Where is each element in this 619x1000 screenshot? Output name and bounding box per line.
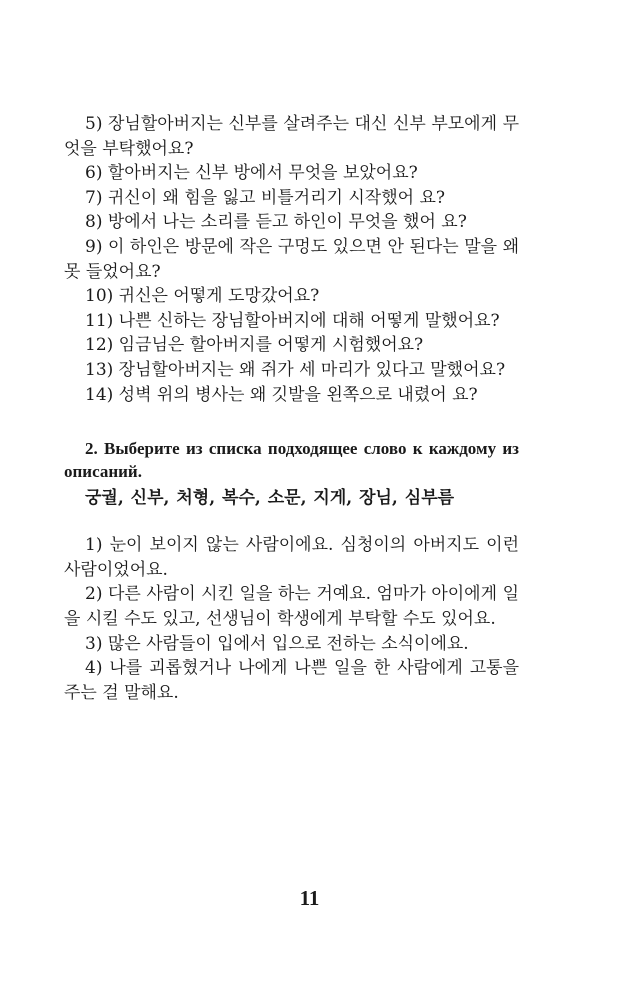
word-list: 궁궐, 신부, 처형, 복수, 소문, 지게, 장님, 심부름	[85, 488, 455, 509]
description-2: 2) 다른 사람이 시킨 일을 하는 거예요. 엄마가 아이에게 일을 시킬 수도 있고, 선생님이 학생에게 부탁할 수도 있어요.	[64, 584, 519, 629]
description-4: 4) 나를 괴롭혔거나 나에게 나쁜 일을 한 사람에게 고통을 주는 걸 말해요.	[64, 658, 519, 703]
question-10: 10) 귀신은 어떻게 도망갔어요?	[85, 286, 320, 307]
question-8: 8) 방에서 나는 소리를 듣고 하인이 무엇을 했어 요?	[85, 212, 467, 233]
page-number: 11	[299, 886, 320, 910]
section-2-heading: 2. Выберите из списка подходящее слово к каждому из описаний.	[64, 439, 519, 482]
question-11: 11) 나쁜 신하는 장님할아버지에 대해 어떻게 말했어요?	[85, 310, 500, 331]
question-13: 13) 장님할아버지는 왜 쥐가 세 마리가 있다고 말했어요?	[85, 359, 506, 380]
question-9: 9) 이 하인은 방문에 작은 구멍도 있으면 안 된다는 말을 왜 못 들었어요?	[64, 236, 519, 282]
section-gap-2	[64, 511, 519, 533]
question-7: 7) 귀신이 왜 힘을 잃고 비틀거리기 시작했어 요?	[85, 187, 445, 208]
section-gap	[64, 407, 519, 437]
question-14: 14) 성벽 위의 병사는 왜 깃발을 왼쪽으로 내렸어 요?	[85, 384, 478, 405]
question-5: 5) 장님할아버지는 신부를 살려주는 대신 신부 부모에게 무엇을 부탁했어요?	[64, 114, 519, 159]
question-12: 12) 임금님은 할아버지를 어떻게 시험했어요?	[85, 335, 424, 356]
page-content	[64, 112, 519, 705]
description-3: 3) 많은 사람들이 입에서 입으로 전하는 소식이에요.	[85, 633, 469, 654]
description-1: 1) 눈이 보이지 않는 사람이에요. 심청이의 아버지도 이런 사람이었어요.	[64, 535, 519, 580]
question-6: 6) 할아버지는 신부 방에서 무엇을 보았어요?	[85, 163, 418, 184]
